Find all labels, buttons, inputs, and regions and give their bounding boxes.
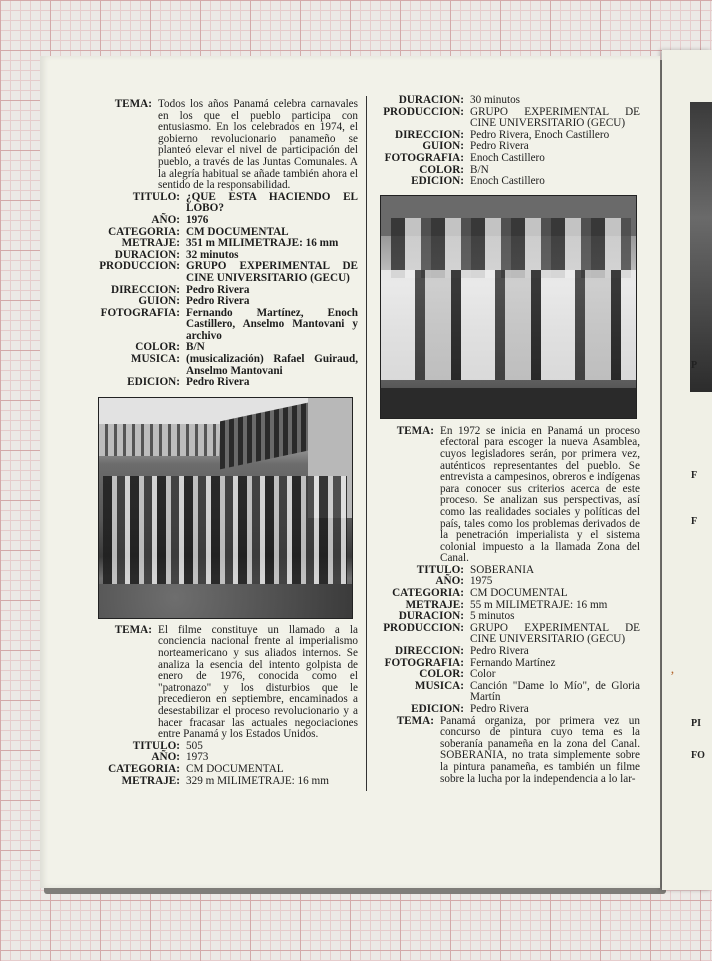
- crowd-photo: [98, 397, 353, 619]
- credit-label: AÑO:: [151, 213, 180, 226]
- audience-photo: [380, 195, 637, 419]
- credit-row: [96, 261, 358, 284]
- credit-value: 30 minutos: [470, 94, 521, 106]
- credit-row: [96, 741, 358, 753]
- credit-value: Enoch Castillero: [470, 151, 545, 164]
- credit-row: [96, 296, 358, 308]
- credit-value: Fernando Martínez, Enoch Castillero, Anselmo Mantovani y archivo: [186, 306, 358, 342]
- credit-label: EDICION:: [411, 703, 464, 715]
- credit-row: [378, 95, 640, 107]
- credit-label: CATEGORIA:: [108, 225, 180, 238]
- film-credits-505: [96, 741, 358, 787]
- credit-value: Pedro Rivera: [186, 295, 250, 308]
- credit-label: TITULO:: [132, 739, 180, 752]
- credit-label: EDICION:: [411, 175, 464, 188]
- credit-row: [96, 192, 358, 215]
- next-page-fragment: FO: [691, 750, 705, 761]
- film-credits-soberania: [378, 565, 640, 716]
- credit-row: [96, 377, 358, 389]
- credit-label: MUSICA:: [414, 679, 464, 692]
- next-page-fragment: P: [691, 360, 698, 371]
- credit-label: COLOR:: [419, 668, 464, 681]
- credit-value: Pedro Rivera: [470, 645, 529, 658]
- credit-value: 1975: [470, 575, 493, 588]
- film-credits-continued: [378, 95, 640, 188]
- credit-value: B/N: [470, 163, 489, 176]
- credit-label: METRAJE:: [121, 774, 180, 787]
- credit-row: [96, 764, 358, 776]
- tema-entry: [96, 99, 358, 192]
- credit-label: DIRECCION:: [395, 645, 464, 658]
- tema-entry: [378, 426, 640, 565]
- next-page-edge: [662, 50, 712, 890]
- tema-label: TEMA:: [114, 623, 152, 636]
- credit-value: Pedro Rivera: [186, 376, 250, 389]
- credit-value: 1973: [186, 751, 209, 764]
- credit-row: [378, 153, 640, 165]
- credit-value: GRUPO EXPERIMENTAL DE CINE UNIVERSITARIO (GECU): [470, 621, 640, 646]
- credit-label: DURACION:: [398, 94, 464, 106]
- credit-row: [378, 681, 640, 704]
- credit-value: 32 minutos: [186, 248, 239, 261]
- ink-mark: ‚: [670, 662, 675, 677]
- credit-row: [378, 646, 640, 658]
- credit-label: PRODUCCION:: [383, 621, 464, 634]
- credit-label: DURACION:: [114, 248, 180, 261]
- tema-text: Panamá organiza, por primera vez un concurso de pintura cuyo tema es la soberanía panameña en la zona del Canal. SOBERANIA, no trata simplemente sobre la pintura panameña, es también un filme sobre la lucha por la independencia a lo lar-: [440, 714, 640, 785]
- credit-row: [96, 354, 358, 377]
- credit-row: [96, 215, 358, 227]
- tema-label: TEMA:: [114, 98, 152, 110]
- credit-value: Fernando Martínez: [470, 656, 556, 669]
- credit-label: COLOR:: [135, 341, 180, 354]
- credit-value: Canción "Dame lo Mío", de Gloria Martín: [470, 679, 640, 704]
- credit-label: TITULO:: [416, 563, 464, 576]
- credit-value: CM DOCUMENTAL: [186, 762, 284, 775]
- tema-label: TEMA:: [396, 714, 434, 727]
- credit-value: 1976: [186, 213, 209, 226]
- credit-value: B/N: [186, 341, 205, 354]
- credit-value: GRUPO EXPERIMENTAL DE CINE UNIVERSITARIO (GECU): [186, 260, 358, 284]
- film-credits-lobo: [96, 192, 358, 389]
- tema-entry: [96, 625, 358, 741]
- credit-label: CATEGORIA:: [392, 587, 464, 600]
- credit-value: 329 m MILIMETRAJE: 16 mm: [186, 774, 329, 787]
- right-column: [378, 95, 640, 785]
- credit-value: Pedro Rivera, Enoch Castillero: [470, 128, 610, 141]
- next-page-photo-strip: [690, 102, 712, 392]
- credit-value: Enoch Castillero: [470, 175, 545, 188]
- credit-value: 505: [186, 739, 203, 752]
- credit-value: (musicalización) Rafael Guiraud, Anselmo Mantovani: [186, 353, 358, 377]
- credit-value: 351 m MILIMETRAJE: 16 mm: [186, 237, 339, 250]
- credit-value: 5 minutos: [470, 610, 515, 623]
- credit-label: FOTOGRAFIA:: [100, 306, 180, 319]
- credit-label: TITULO:: [132, 190, 180, 203]
- credit-row: [96, 776, 358, 788]
- credit-label: CATEGORIA:: [108, 762, 180, 775]
- credit-label: METRAJE:: [405, 598, 464, 611]
- column-divider: [366, 96, 367, 791]
- credit-label: PRODUCCION:: [99, 260, 180, 273]
- credit-value: ¿QUE ESTA HACIENDO EL LOBO?: [186, 190, 358, 215]
- credit-label: DIRECCION:: [395, 128, 464, 141]
- credit-label: FOTOGRAFIA:: [384, 656, 464, 669]
- credit-value: Color: [470, 668, 496, 681]
- tema-entry: [378, 716, 640, 786]
- credit-row: [378, 107, 640, 130]
- credit-value: CM DOCUMENTAL: [186, 225, 289, 238]
- left-column: [96, 99, 358, 787]
- credit-label: DIRECCION:: [111, 283, 180, 296]
- credit-value: SOBERANIA: [470, 563, 535, 576]
- credit-row: [378, 176, 640, 188]
- credit-label: AÑO:: [435, 575, 464, 588]
- credit-label: MUSICA:: [130, 353, 180, 366]
- next-page-fragment: PI: [691, 718, 701, 729]
- credit-row: [96, 308, 358, 343]
- tema-label: TEMA:: [396, 424, 434, 437]
- tema-text: Todos los años Panamá celebra carnavales en los que el pueblo participa con entusiasmo. En los celebrados en 1974, el gobierno revolucionario panameño se planteó elevar el nivel de participación del pueblo, a través de las Juntas Comunales. A la alegría habitual se añade también ahora el sentido de la responsabilidad.: [158, 98, 358, 192]
- credit-value: 55 m MILIMETRAJE: 16 mm: [470, 598, 608, 611]
- credit-row: [378, 658, 640, 670]
- credit-value: CM DOCUMENTAL: [470, 587, 568, 600]
- credit-value: Pedro Rivera: [470, 703, 529, 715]
- credit-label: GUION:: [422, 140, 464, 153]
- credit-row: [96, 238, 358, 250]
- tema-text: En 1972 se inicia en Panamá un proceso efectoral para escoger la nueva Asamblea, cuyos legisladores serán, por primera vez, auténticos representantes del pueblo. Se entrevista a campesinos, obreros e indígenas para conocer sus criterios acerca de este proceso. Se analizan sus perspectivas, así como las realidades sociales y políticas del país, tales como los problemas derivados de la penetración imperialista y el sistema colonial impuesto a la llamada Zona del Canal.: [440, 424, 640, 565]
- credit-label: AÑO:: [151, 751, 180, 764]
- credit-label: METRAJE:: [121, 237, 180, 250]
- credit-label: EDICION:: [127, 376, 180, 389]
- next-page-fragment: F: [691, 516, 698, 527]
- credit-value: GRUPO EXPERIMENTAL DE CINE UNIVERSITARIO (GECU): [470, 105, 640, 130]
- credit-value: Pedro Rivera: [186, 283, 250, 296]
- credit-label: FOTOGRAFIA:: [384, 151, 464, 164]
- credit-row: [378, 623, 640, 646]
- credit-label: COLOR:: [419, 163, 464, 176]
- tema-text: El filme constituye un llamado a la conciencia nacional frente al imperialismo norteamericano y sus aliados internos. Se analiza la esencia del intento golpista de enero de 1976, conocida como el "patronazo" y los disturbios que le precedieron en septiembre, encaminados a desestabilizar el proceso revolucionario y a hacer fracasar las actuales negociaciones entre Panamá y los Estados Unidos.: [158, 623, 358, 741]
- credit-row: [378, 565, 640, 577]
- credit-row: [378, 588, 640, 600]
- credit-label: PRODUCCION:: [383, 105, 464, 118]
- credit-label: GUION:: [138, 295, 180, 308]
- credit-value: Pedro Rivera: [470, 140, 529, 153]
- credit-label: DURACION:: [398, 610, 464, 623]
- credit-row: [378, 704, 640, 716]
- next-page-fragment: F: [691, 470, 698, 481]
